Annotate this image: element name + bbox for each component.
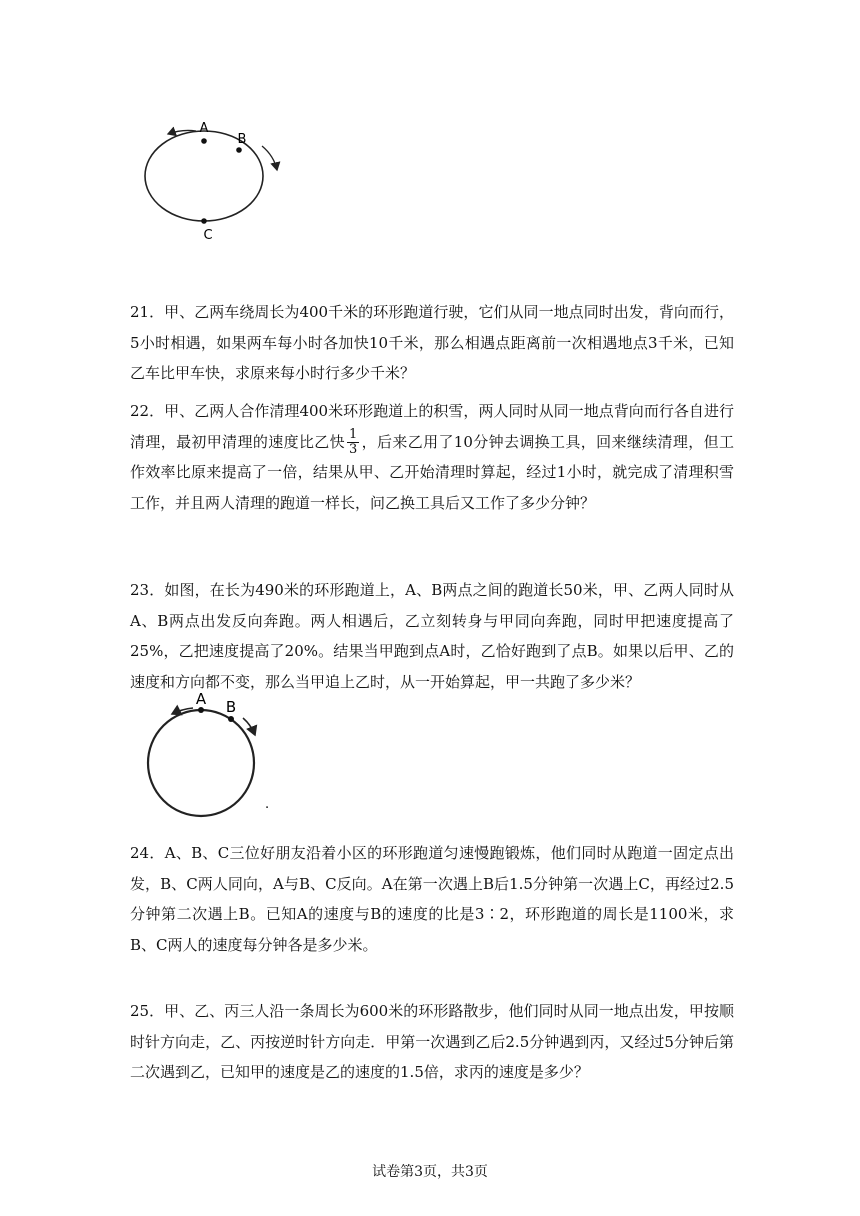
problem-22 — [130, 396, 734, 518]
problem-text-after: ，后来乙用了10分钟去调换工具，回来继续清理，但工作效率比原来提高了一倍，结果从甲、乙开始清理时算起，经过1小时，就完成了清理积雪工作，并且两人清理的跑道一样长，问乙换工具后又工作了多少分钟？ — [130, 432, 734, 512]
problem-number: 25． — [130, 1002, 165, 1020]
point-b-dot — [228, 716, 234, 722]
label-b: B — [237, 132, 247, 147]
fraction-one-third — [347, 428, 359, 457]
fraction-denominator: 3 — [349, 442, 358, 457]
problem-text: A、B、C三位好朋友沿着小区的环形跑道匀速慢跑锻炼，他们同时从跑道一固定点出发，B、C两人同向，A与B、C反向。A在第一次遇上B后1.5分钟第一次遇上C，再经过2.5分钟第二次遇上B。已知A的速度与B的速度的比是3∶2，环形跑道的周长是1100米，求B、C两人的速度每分钟各是多少米。 — [130, 844, 734, 954]
page-footer: 试卷第3页，共3页 — [372, 1164, 488, 1180]
point-c-dot — [201, 218, 207, 224]
problem-text: 甲、乙两车绕周长为400千米的环形跑道行驶，它们从同一地点同时出发，背向而行，5小时相遇，如果两车每小时各加快10千米，那么相遇点距离前一次相遇地点3千米，已知乙车比甲车快，求原来每小时行多少千米？ — [130, 303, 734, 382]
point-a-dot — [201, 138, 207, 144]
problem-25 — [130, 996, 734, 1088]
circle-track-figure — [135, 685, 285, 820]
label-c: C — [203, 228, 213, 242]
ellipse-track-diagram — [130, 112, 290, 242]
circle-track — [148, 710, 254, 816]
problem-text: 甲、乙、丙三人沿一条周长为600米的环形路散步，他们同时从同一地点出发，甲按顺时针方向走，乙、丙按逆时针方向走．甲第一次遇到乙后2.5分钟遇到丙，又经过5分钟后第二次遇到乙，已知甲的速度是乙的速度的1.5倍，求丙的速度是多少？ — [130, 1002, 734, 1081]
arrow-b-clockwise — [262, 146, 277, 170]
stray-dot: . — [265, 797, 270, 812]
label-a: A — [195, 690, 207, 708]
problem-number: 24． — [130, 844, 165, 862]
point-b-dot — [236, 147, 242, 153]
problem-number: 23． — [130, 581, 165, 599]
fraction-numerator: 1 — [349, 427, 358, 442]
problem-text-before: 甲、乙两人合作清理400米环形跑道上的积雪，两人同时从同一地点背向而行各自进行清理，最初甲清理的速度比乙快 — [130, 402, 734, 451]
circle-track-diagram — [135, 685, 285, 820]
label-a: A — [199, 121, 209, 136]
problem-23 — [130, 575, 734, 697]
ellipse-track-figure — [130, 112, 290, 242]
problem-24 — [130, 838, 734, 960]
problem-21 — [130, 297, 734, 389]
problem-text: 如图，在长为490米的环形跑道上，A、B两点之间的跑道长50米，甲、乙两人同时从A、B两点出发反向奔跑。两人相遇后，乙立刻转身与甲同向奔跑，同时甲把速度提高了25%，乙把速度提高了20%。结果当甲跑到点A时，乙恰好跑到了点B。如果以后甲、乙的速度和方向都不变，那么当甲追上乙时，从一开始算起，甲一共跑了多少米？ — [130, 581, 734, 691]
label-b: B — [225, 698, 237, 716]
problem-number: 22． — [130, 402, 165, 420]
problem-number: 21． — [130, 303, 165, 321]
